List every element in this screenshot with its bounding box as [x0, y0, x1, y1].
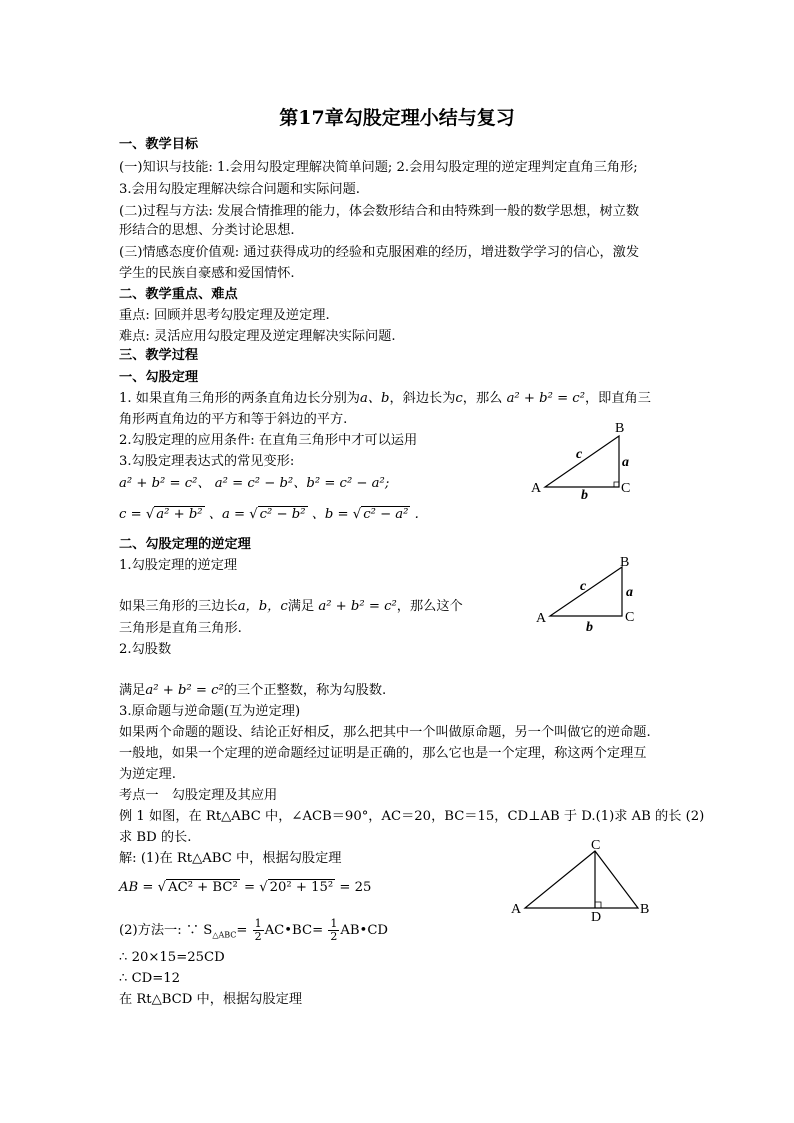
right-triangle-figure-1 [525, 420, 645, 503]
vertex-label-a: A [531, 481, 542, 496]
example-1-line-2: 求 BD 的长. [119, 830, 192, 845]
math-text: 、a = [208, 507, 246, 522]
side-label-b: b [586, 620, 593, 635]
exam-point-1: 考点一 勾股定理及其应用 [119, 788, 278, 803]
fraction-numerator: 1 [254, 917, 262, 930]
text-segment: 满足 [119, 683, 146, 698]
solution-step-1: ∴ 20×15=25CD [119, 950, 225, 965]
side-label-a: a [622, 455, 629, 470]
math-text: AC•BC= [264, 923, 324, 938]
right-angle-mark [595, 902, 601, 908]
triangle-shape [525, 851, 638, 908]
math-text: 、b = [311, 507, 349, 522]
converse-line-1 [119, 597, 463, 617]
text-segment: 如果三角形的三边长 [119, 599, 238, 614]
subheading-converse: 二、勾股定理的逆定理 [119, 537, 251, 552]
theorem-statement-line-2: 角形两直角边的平方和等于斜边的平方. [119, 412, 348, 427]
text-segment: ，那么这个 [396, 599, 463, 614]
converse-proposition-line-1: 如果两个命题的题设、结论正好相反，那么把其中一个叫做原命题，另一个叫做它的逆命题. [119, 725, 651, 740]
radicand: c² − a² [363, 507, 409, 522]
solution-step-2: ∴ CD=12 [119, 971, 181, 986]
fraction-half [328, 918, 339, 943]
math-text: c = [119, 507, 142, 522]
math-var: a，b，c [237, 599, 288, 614]
goal-line-1: (一)知识与技能: 1.会用勾股定理解决简单问题; 2.会用勾股定理的逆定理判定直角三角形; [119, 160, 638, 175]
converse-proposition-line-2: 一般地，如果一个定理的逆命题经过证明是正确的，那么它也是一个定理，称这两个定理互 [119, 746, 647, 761]
math-subscript: △ABC [212, 930, 237, 940]
math-text: S [203, 923, 213, 938]
section-heading-process: 三、教学过程 [119, 348, 199, 363]
side-label-a: a [626, 585, 633, 600]
vertex-label-c: C [625, 610, 635, 625]
radicand: 20² + 15² [269, 880, 334, 895]
vertex-label-b: B [640, 902, 650, 917]
pythagorean-triples-def [119, 681, 386, 701]
radicand: c² − b² [259, 507, 306, 522]
section-heading-goals: 一、教学目标 [119, 137, 199, 152]
goal-line-2: 3.会用勾股定理解决综合问题和实际问题. [119, 182, 360, 197]
math-equation: a² + b² = c² [318, 599, 397, 614]
math-var: a、b [359, 391, 390, 406]
solution-step-3: 在 Rt△BCD 中，根据勾股定理 [119, 992, 303, 1007]
ab-computation: AB = √ AC² + BC² = √ 20² + 15² = 25 [119, 880, 372, 895]
page-title: 第17章勾股定理小结与复习 [279, 107, 515, 129]
math-text: AB•CD [340, 923, 388, 938]
pythagorean-triples-title: 2.勾股数 [119, 642, 172, 657]
solution-line-1: 解: (1)在 Rt△ABC 中，根据勾股定理 [119, 851, 342, 866]
area-method-line: (2)方法一: ∵ $S_{\triangle ABC}=$ $\frac{1}{2}$ AC•BC= $\frac{1}{2}$ AB•CD [119, 917, 388, 943]
difficult-point: 难点: 灵活应用勾股定理及逆定理解决实际问题. [119, 329, 396, 344]
variants-heading: 3.勾股定理表达式的常见变形: [119, 454, 295, 469]
text-segment: (2)方法一: ∵ [119, 923, 200, 938]
vertex-label-d: D [591, 910, 602, 925]
right-angle-mark [614, 482, 619, 487]
right-triangle-figure-2 [530, 552, 650, 636]
math-text: AB = [119, 880, 154, 895]
math-text: = [243, 880, 255, 895]
math-text: = 25 [339, 880, 372, 895]
text-segment: 的三个正整数，称为勾股数. [223, 683, 387, 698]
example-1-line-1: 例 1 如图，在 Rt△ABC 中，∠ACB＝90°，AC＝20，BC＝15，CD⊥AB 于 D.(1)求 AB 的长 (2) [119, 809, 705, 824]
math-equation: a² + b² = c² [506, 391, 585, 406]
goal-line-6: 学生的民族自豪感和爱国情怀. [119, 266, 295, 281]
converse-proposition-title: 3.原命题与逆命题(互为逆定理) [119, 704, 301, 719]
theorem-statement-line-1 [119, 389, 651, 409]
goal-line-5: (三)情感态度价值观: 通过获得成功的经验和克服困难的经历，增进数学学习的信心，激发 [119, 245, 640, 260]
fraction-numerator: 1 [330, 917, 338, 930]
radical-formulas: c = √ a² + b² 、a = √ c² − b² 、b = √ c² − a² . [119, 507, 419, 522]
application-condition: 2.勾股定理的应用条件: 在直角三角形中才可以运用 [119, 433, 418, 448]
vertex-label-b: B [620, 555, 630, 570]
converse-line-2: 三角形是直角三角形. [119, 621, 242, 636]
vertex-label-a: A [511, 902, 522, 917]
text-segment: ，那么 [462, 391, 503, 406]
converse-title: 1.勾股定理的逆定理 [119, 558, 238, 573]
text-segment: ，斜边长为 [389, 391, 456, 406]
vertex-label-b: B [615, 421, 625, 436]
key-point: 重点: 回顾并思考勾股定理及逆定理. [119, 308, 330, 323]
side-label-b: b [581, 488, 588, 503]
fraction-half [253, 918, 264, 943]
subheading-pythagorean: 一、勾股定理 [119, 370, 199, 385]
math-equation: a² + b² = c² [145, 683, 224, 698]
math-var: c [455, 391, 463, 406]
vertex-label-c: C [621, 481, 631, 496]
text-segment: 1. 如果直角三角形的两条直角边长分别为 [119, 391, 360, 406]
side-label-c: c [576, 447, 583, 462]
goal-line-3: (二)过程与方法: 发展合情推理的能力，体会数形结合和由特殊到一般的数学思想，树立数 [119, 204, 640, 219]
vertex-label-c: C [591, 838, 601, 853]
variants-formulas: a² + b² = c²、 a² = c² − b²、b² = c² − a²; [119, 476, 390, 491]
section-heading-keypoints: 二、教学重点、难点 [119, 287, 238, 302]
side-label-c: c [580, 579, 587, 594]
fraction-denominator: 2 [330, 930, 338, 943]
triangle-altitude-figure [505, 836, 665, 924]
vertex-label-a: A [536, 611, 547, 626]
radicand: a² + b² [156, 507, 203, 522]
text-segment: 满足 [287, 599, 315, 614]
fraction-denominator: 2 [254, 930, 262, 943]
radicand: AC² + BC² [168, 880, 238, 895]
converse-proposition-line-3: 为逆定理. [119, 767, 176, 782]
goal-line-4: 形结合的思想、分类讨论思想. [119, 223, 295, 238]
text-segment: ，即直角三 [584, 391, 651, 406]
